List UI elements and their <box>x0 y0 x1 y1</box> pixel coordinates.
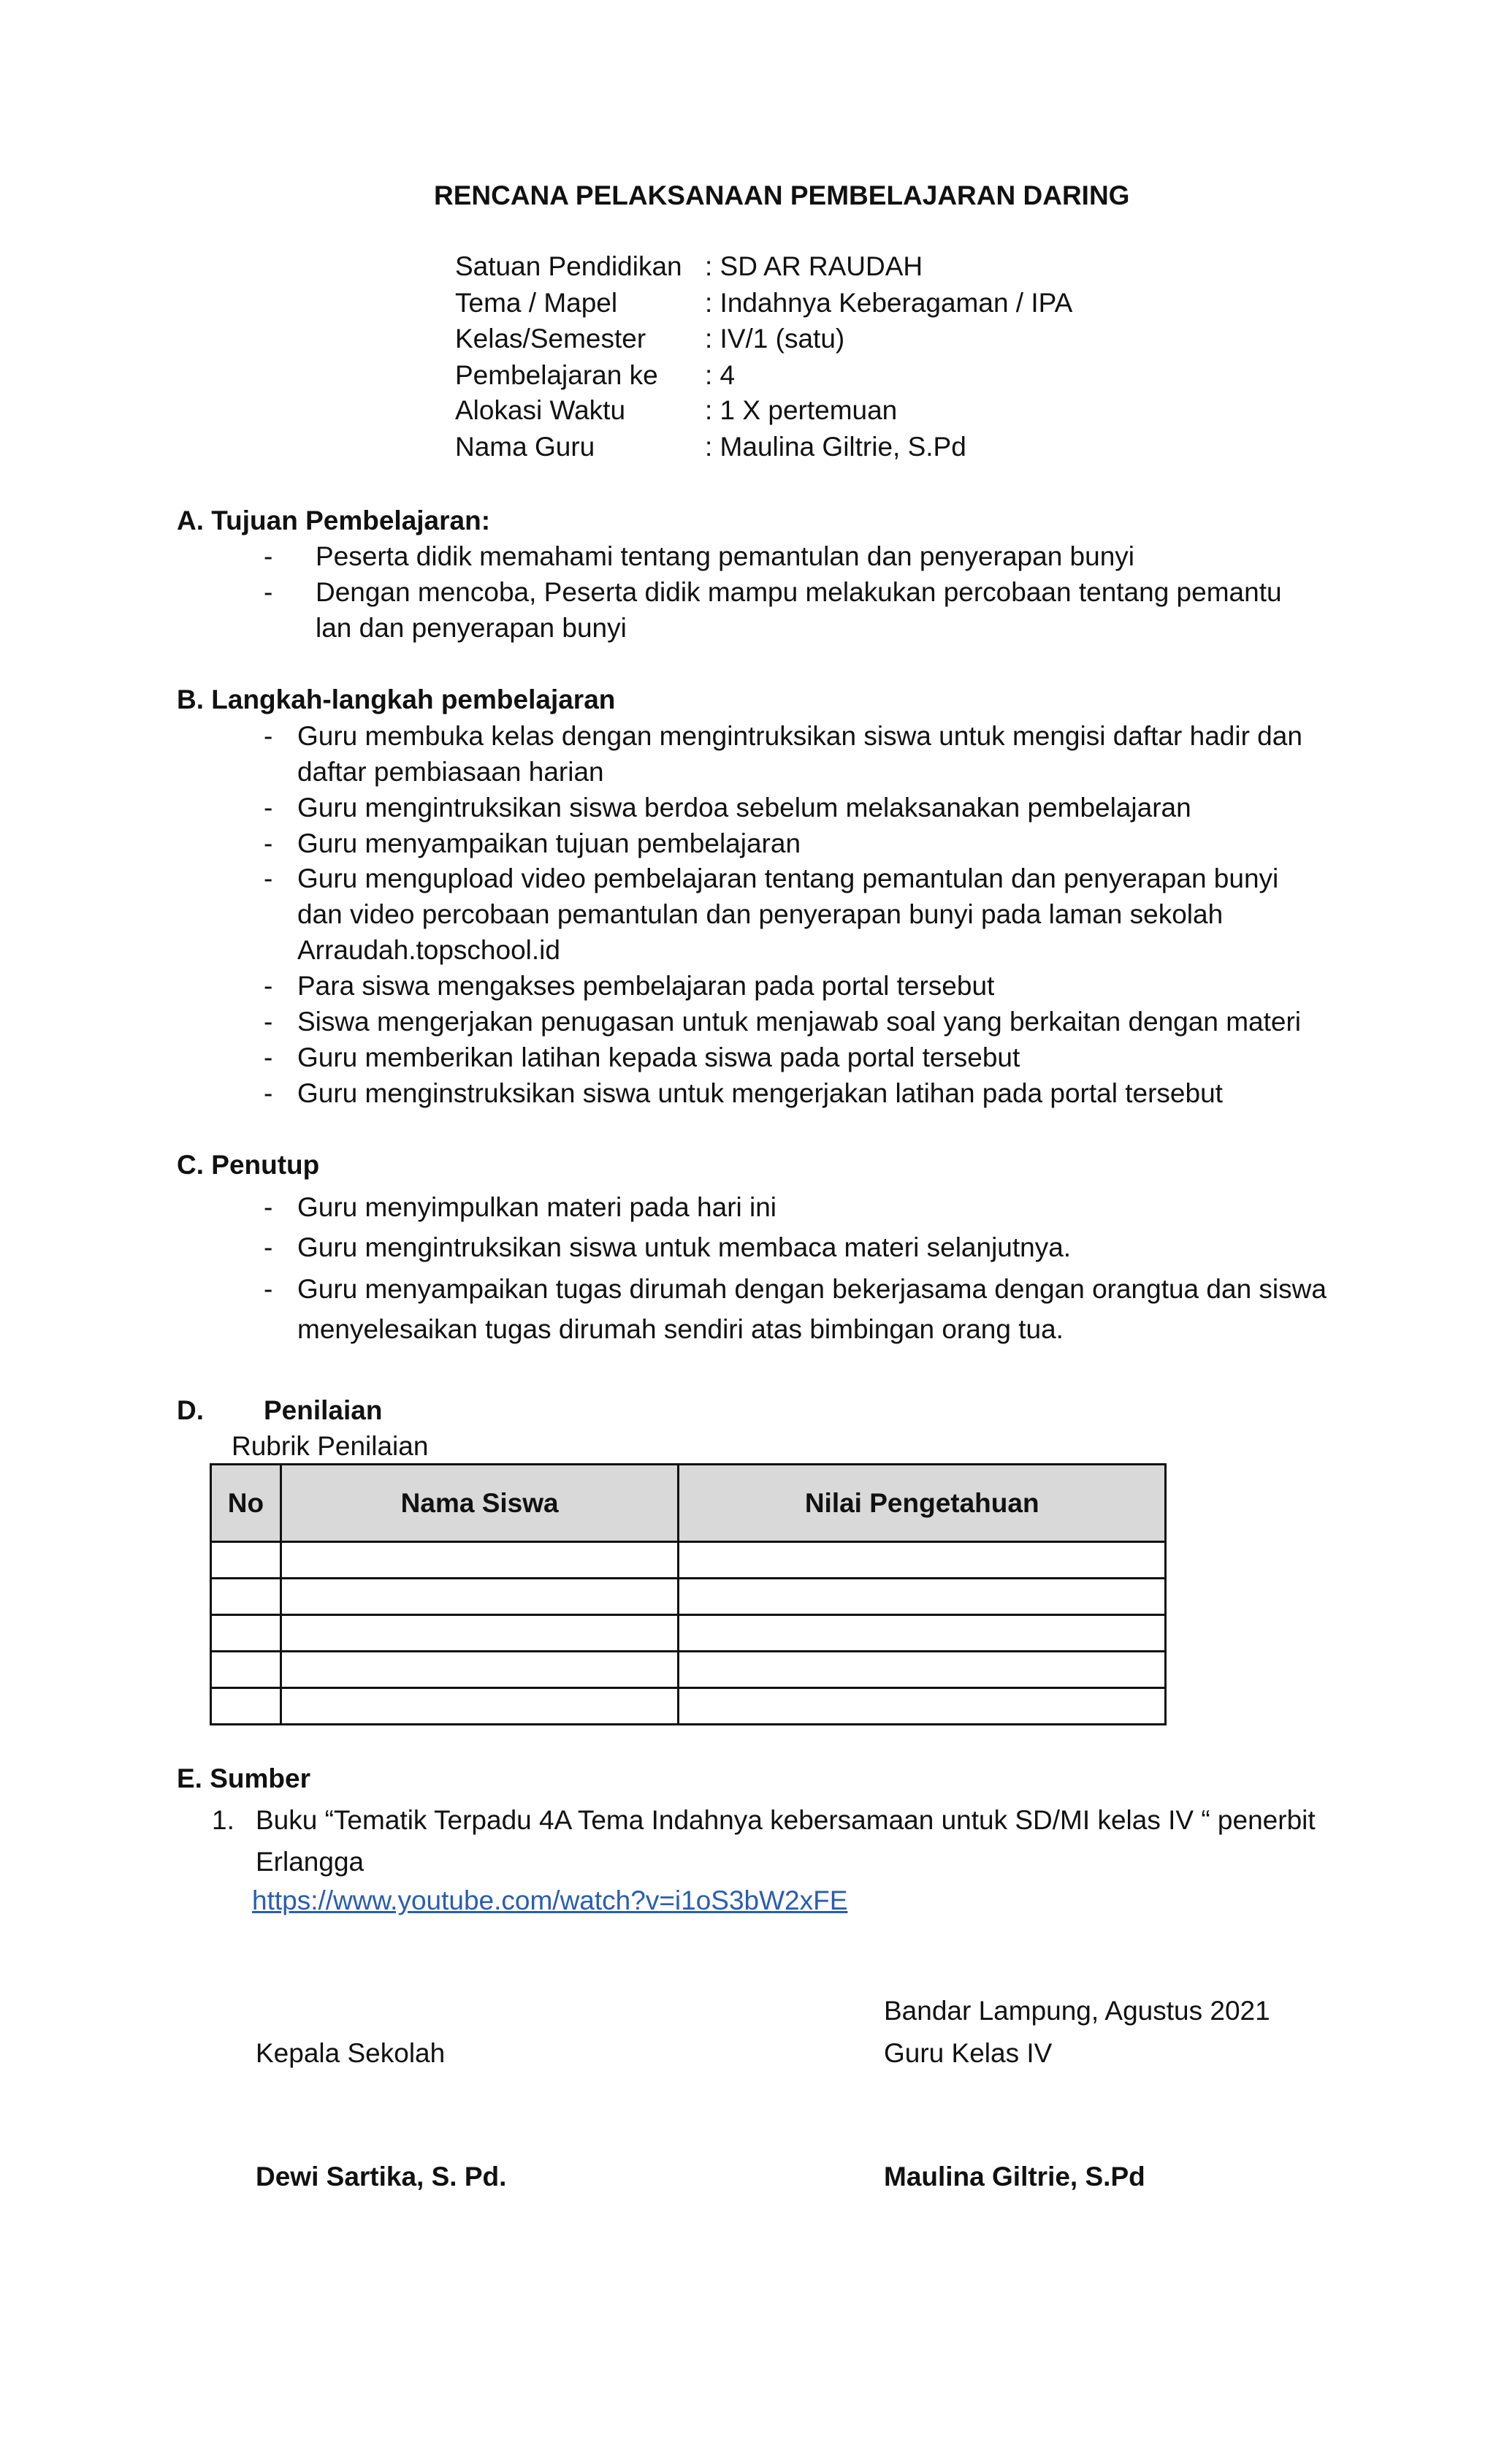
table-cell <box>211 1542 281 1579</box>
source-line: Buku “Tematik Terpadu 4A Tema Indahnya kebersamaan untuk SD/MI kelas IV “ penerbit <box>256 1805 1316 1835</box>
list-bullet: - <box>264 1274 273 1304</box>
info-value: : SD AR RAUDAH <box>705 251 923 281</box>
list-bullet: - <box>264 971 273 1001</box>
info-value: : 4 <box>705 360 736 390</box>
table-row <box>211 1542 1166 1579</box>
page-title: RENCANA PELAKSANAAN PEMBELAJARAN DARING <box>434 180 1130 210</box>
right-signature-name: Maulina Giltrie, S.Pd <box>884 2162 1145 2192</box>
list-bullet: - <box>264 541 273 571</box>
list-bullet: - <box>264 1078 273 1108</box>
section-c-heading: C. Penutup <box>177 1150 320 1180</box>
table-cell <box>679 1579 1166 1615</box>
info-label: Tema / Mapel <box>455 288 618 318</box>
table-cell <box>280 1652 679 1688</box>
info-value: : Maulina Giltrie, S.Pd <box>705 432 966 462</box>
list-bullet: - <box>264 1232 273 1262</box>
list-item: Siswa mengerjakan penugasan untuk menjawab soal yang berkaitan dengan materi <box>297 1007 1301 1037</box>
table-cell <box>211 1615 281 1652</box>
table-header-row <box>211 1465 1166 1542</box>
left-signature-role: Kepala Sekolah <box>256 2038 446 2068</box>
section-e-heading: E. Sumber <box>177 1763 310 1793</box>
column-header-nilai-pengetahuan: Nilai Pengetahuan <box>679 1465 1166 1542</box>
table-cell <box>280 1688 679 1725</box>
right-signature-role: Guru Kelas IV <box>884 2038 1053 2068</box>
section-d-letter: D. <box>177 1395 204 1425</box>
table-cell <box>679 1688 1166 1725</box>
table-cell <box>679 1652 1166 1688</box>
list-item: Dengan mencoba, Peserta didik mampu melakukan percobaan tentang pemantu <box>316 577 1282 607</box>
list-item: Peserta didik memahami tentang pemantulan dan penyerapan bunyi <box>316 541 1135 571</box>
info-value: : 1 X pertemuan <box>705 395 898 425</box>
list-item: Guru mengintruksikan siswa untuk membaca materi selanjutnya. <box>297 1232 1072 1262</box>
list-bullet: - <box>264 863 273 893</box>
info-value: : IV/1 (satu) <box>705 324 845 354</box>
place-date: Bandar Lampung, Agustus 2021 <box>884 1996 1270 2026</box>
list-bullet: - <box>264 1007 273 1037</box>
list-bullet: - <box>264 1042 273 1072</box>
table-cell <box>211 1652 281 1688</box>
table-cell <box>679 1615 1166 1652</box>
info-value: : Indahnya Keberagaman / IPA <box>705 288 1073 318</box>
list-item: Arraudah.topschool.id <box>297 935 560 965</box>
left-signature-name: Dewi Sartika, S. Pd. <box>256 2162 507 2192</box>
list-item: Guru menyampaikan tugas dirumah dengan bekerjasama dengan orangtua dan siswa <box>297 1274 1327 1304</box>
table-cell <box>211 1688 281 1725</box>
rubrik-subheading: Rubrik Penilaian <box>232 1431 429 1461</box>
info-label: Satuan Pendidikan <box>455 251 682 281</box>
list-item: Guru mengupload video pembelajaran tentang pemantulan dan penyerapan bunyi <box>297 863 1279 893</box>
table-cell <box>280 1579 679 1615</box>
column-header-no: No <box>211 1465 281 1542</box>
list-item: Guru menginstruksikan siswa untuk mengerjakan latihan pada portal tersebut <box>297 1078 1223 1108</box>
list-item: dan video percobaan pemantulan dan penyerapan bunyi pada laman sekolah <box>297 899 1224 929</box>
list-bullet: - <box>264 721 273 751</box>
table-row <box>211 1615 1166 1652</box>
section-a-heading: A. Tujuan Pembelajaran: <box>177 506 491 535</box>
section-b-heading: B. Langkah-langkah pembelajaran <box>177 684 616 714</box>
table-row <box>211 1652 1166 1688</box>
source-number: 1. <box>212 1805 234 1835</box>
list-item: Para siswa mengakses pembelajaran pada portal tersebut <box>297 971 995 1001</box>
table-row <box>211 1688 1166 1725</box>
list-item: menyelesaikan tugas dirumah sendiri atas bimbingan orang tua. <box>297 1314 1064 1344</box>
list-bullet: - <box>264 1192 273 1222</box>
info-label: Pembelajaran ke <box>455 360 658 390</box>
table-row <box>211 1579 1166 1615</box>
list-item: Guru membuka kelas dengan mengintruksikan siswa untuk mengisi daftar hadir dan <box>297 721 1302 751</box>
list-bullet: - <box>264 828 273 858</box>
list-item: lan dan penyerapan bunyi <box>316 613 627 643</box>
list-item: Guru menyimpulkan materi pada hari ini <box>297 1192 777 1222</box>
info-label: Nama Guru <box>455 432 595 462</box>
table-cell <box>211 1579 281 1615</box>
column-header-nama-siswa: Nama Siswa <box>280 1465 679 1542</box>
info-label: Kelas/Semester <box>455 324 646 354</box>
source-line: Erlangga <box>256 1847 365 1877</box>
rubrik-table <box>210 1463 1167 1725</box>
list-item: Guru menyampaikan tujuan pembelajaran <box>297 828 801 858</box>
list-item: daftar pembiasaan harian <box>297 757 604 787</box>
section-d-heading: Penilaian <box>264 1395 383 1425</box>
table-cell <box>280 1542 679 1579</box>
list-bullet: - <box>264 577 273 607</box>
table-cell <box>280 1615 679 1652</box>
info-label: Alokasi Waktu <box>455 395 626 425</box>
youtube-link[interactable]: https://www.youtube.com/watch?v=i1oS3bW2xFE <box>252 1885 848 1915</box>
list-item: Guru mengintruksikan siswa berdoa sebelum melaksanakan pembelajaran <box>297 793 1191 823</box>
list-item: Guru memberikan latihan kepada siswa pada portal tersebut <box>297 1042 1020 1072</box>
table-cell <box>679 1542 1166 1579</box>
list-bullet: - <box>264 793 273 823</box>
